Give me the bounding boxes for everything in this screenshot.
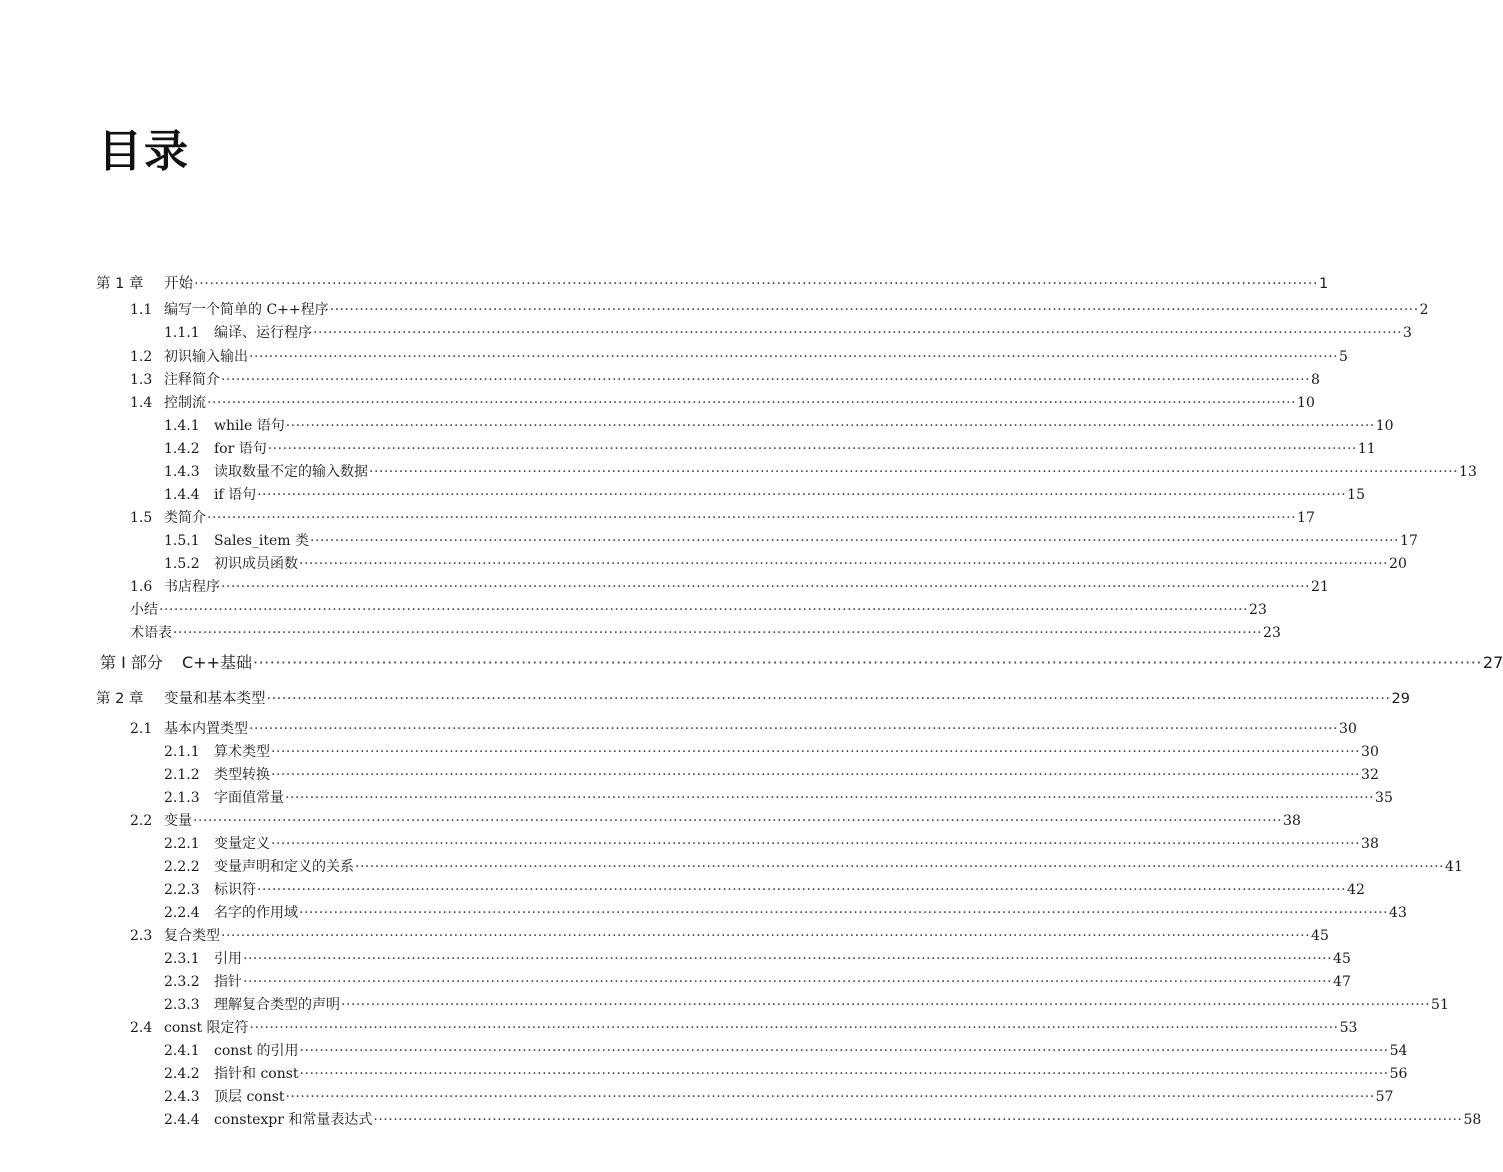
toc-entry-subsection[interactable] <box>164 1086 1394 1108</box>
toc-entry-page: 17 <box>1297 510 1315 526</box>
toc-entry-title: 类型转换 <box>214 767 270 783</box>
dot-leader: ···························································································································································································································· <box>299 556 1389 572</box>
toc-entry-title: 编写一个简单的 C++程序 <box>164 302 329 318</box>
toc-entry-section[interactable] <box>130 1017 1358 1039</box>
toc-entry-number: 1.4.2 <box>164 441 200 457</box>
toc-entry-page: 54 <box>1389 1043 1408 1059</box>
toc-entry-subsection[interactable] <box>164 438 1376 460</box>
toc-entry-page: 10 <box>1297 395 1315 411</box>
dot-leader: ···························································································································································································································· <box>299 1066 1389 1082</box>
toc-entry-title: 变量声明和定义的关系 <box>214 859 354 875</box>
toc-entry-number: 2.4 <box>130 1020 153 1036</box>
toc-entry-number: 2.1 <box>130 721 153 737</box>
toc-entry-page: 47 <box>1333 974 1351 990</box>
toc-entry-page: 23 <box>1249 602 1267 618</box>
toc-entry-page: 21 <box>1311 579 1329 595</box>
toc-entry-title: 书店程序 <box>164 579 220 595</box>
toc-entry-title: 基本内置类型 <box>164 721 248 737</box>
dot-leader: ···························································································································································································································· <box>299 905 1389 921</box>
toc-entry-number: 2.2.1 <box>164 836 200 852</box>
dot-leader: ···························································································································································································································· <box>369 464 1459 480</box>
dot-leader: ···························································································································································································································· <box>221 928 1311 944</box>
toc-entry-number: 1.4.1 <box>164 418 200 434</box>
dot-leader: ···························································································································································································································· <box>285 790 1375 806</box>
toc-entry-subsection[interactable] <box>164 879 1365 901</box>
toc-entry-title: 顶层 const <box>214 1089 285 1105</box>
dot-leader: ···························································································································································································································· <box>266 691 1391 707</box>
toc-entry-page: 35 <box>1375 790 1393 806</box>
toc-entry-subsection[interactable] <box>164 833 1379 855</box>
toc-entry-page: 32 <box>1361 767 1379 783</box>
toc-entry-number: 2.1.3 <box>164 790 200 806</box>
dot-leader: ···························································································································································································································· <box>193 813 1283 829</box>
toc-entry-page: 13 <box>1459 464 1477 480</box>
toc-entry-title: 名字的作用域 <box>214 905 298 921</box>
toc-entry-page: 38 <box>1361 836 1379 852</box>
dot-leader: ···························································································································································································································· <box>299 1043 1389 1059</box>
dot-leader: ···························································································································································································································· <box>271 836 1361 852</box>
toc-entry-subsection[interactable] <box>164 530 1418 552</box>
toc-entry-subsection[interactable] <box>164 461 1477 483</box>
toc-entry-page: 30 <box>1339 721 1357 737</box>
dot-leader: ···························································································································································································································· <box>257 882 1347 898</box>
toc-entry-number: 1.4 <box>130 395 153 411</box>
dot-leader: ···························································································································································································································· <box>243 974 1333 990</box>
toc-entry-title: 复合类型 <box>164 928 220 944</box>
toc-entry-page: 20 <box>1389 556 1407 572</box>
page-title: 目录 <box>98 126 190 177</box>
toc-entry-section[interactable] <box>130 369 1320 391</box>
toc-entry-title: constexpr 和常量表达式 <box>214 1112 373 1128</box>
toc-entry-number: 1.5.2 <box>164 556 200 572</box>
dot-leader: ···························································································································································································································· <box>221 579 1311 595</box>
dot-leader: ···························································································································································································································· <box>271 744 1361 760</box>
dot-leader: ···························································································································································································································· <box>373 1112 1463 1128</box>
toc-entry-subsection[interactable] <box>164 415 1394 437</box>
toc-entry-page: 41 <box>1445 859 1463 875</box>
toc-entry-subsection[interactable] <box>164 1040 1408 1062</box>
dot-leader: ···························································································································································································································· <box>249 349 1339 365</box>
toc-entry-title: Sales_item 类 <box>214 533 309 549</box>
toc-entry-section[interactable] <box>130 507 1315 529</box>
toc-entry-title: 开始 <box>164 276 193 292</box>
dot-leader: ···························································································································································································································· <box>310 533 1400 549</box>
toc-entry-title: const 的引用 <box>214 1043 299 1059</box>
toc-entry-page: 10 <box>1375 418 1394 434</box>
dot-leader: ···························································································································································································································· <box>173 625 1263 641</box>
toc-entry-page: 3 <box>1403 325 1412 341</box>
toc-entry-number: 2.4.3 <box>164 1089 200 1105</box>
toc-entry-title: 指针和 const <box>214 1066 299 1082</box>
dot-leader: ···························································································································································································································· <box>207 510 1297 526</box>
toc-entry-number: 1.1.1 <box>164 325 200 341</box>
toc-entry-title: 引用 <box>214 951 242 967</box>
toc-entry-section[interactable] <box>130 346 1348 368</box>
toc-entry-page: 2 <box>1419 302 1429 318</box>
toc-entry-title: 小结 <box>130 602 158 618</box>
dot-leader: ···························································································································································································································· <box>221 372 1311 388</box>
toc-entry-page: 58 <box>1463 1112 1482 1128</box>
toc-entry-subsection[interactable] <box>164 994 1449 1016</box>
toc-entry-subsection[interactable] <box>164 553 1407 575</box>
dot-leader: ···························································································································································································································· <box>257 487 1347 503</box>
toc-entry-page: 38 <box>1283 813 1301 829</box>
toc-entry-page: 30 <box>1361 744 1379 760</box>
toc-entry-number: 第 I 部分 <box>100 653 163 672</box>
toc-entry-subsection[interactable] <box>164 902 1407 924</box>
toc-entry-title: const 限定符 <box>164 1020 249 1036</box>
toc-entry-number: 2.2 <box>130 813 153 829</box>
toc-entry-title: 控制流 <box>164 395 206 411</box>
dot-leader: ···························································································································································································································· <box>313 325 1403 341</box>
toc-entry-subsection[interactable] <box>164 322 1412 344</box>
toc-entry-number: 2.4.1 <box>164 1043 200 1059</box>
toc-entry-title: 术语表 <box>130 625 172 641</box>
toc-entry-subsection[interactable] <box>164 1063 1408 1085</box>
toc-entry-part[interactable] <box>100 652 1503 674</box>
toc-entry-subsection[interactable] <box>164 1109 1482 1131</box>
toc-entry-section[interactable] <box>130 925 1329 947</box>
toc-entry-number: 2.2.2 <box>164 859 200 875</box>
dot-leader: ···························································································································································································································· <box>249 721 1339 737</box>
toc-entry-title: if 语句 <box>214 487 257 503</box>
toc-entry-title: 标识符 <box>214 882 256 898</box>
toc-entry-chapter[interactable] <box>96 273 1329 295</box>
toc-entry-title: 类简介 <box>164 510 206 526</box>
toc-entry-title: 初识成员函数 <box>214 556 298 572</box>
toc-entry-page: 23 <box>1263 625 1281 641</box>
toc-entry-subsection[interactable] <box>164 971 1351 993</box>
toc-entry-number: 1.4.4 <box>164 487 200 503</box>
toc-entry-number: 第 2 章 <box>96 691 144 707</box>
toc-entry-title: 变量 <box>164 813 192 829</box>
toc-entry-number: 1.6 <box>130 579 153 595</box>
toc-entry-page: 27 <box>1482 653 1503 672</box>
toc-entry-title: while 语句 <box>214 418 285 434</box>
toc-entry-page: 1 <box>1319 276 1329 292</box>
toc-entry-subsection[interactable] <box>164 948 1351 970</box>
dot-leader: ···························································································································································································································· <box>285 418 1375 434</box>
toc-entry-page: 5 <box>1339 349 1348 365</box>
toc-entry-title: 初识输入输出 <box>164 349 248 365</box>
toc-entry-subsection[interactable] <box>164 484 1365 506</box>
toc-entry-subsection[interactable] <box>164 856 1463 878</box>
toc-entry-number: 第 1 章 <box>96 276 144 292</box>
dot-leader: ···························································································································································································································· <box>267 441 1357 457</box>
toc-entry-number: 2.3 <box>130 928 153 944</box>
toc-entry-number: 2.1.2 <box>164 767 200 783</box>
dot-leader: ···························································································································································································································· <box>207 395 1297 411</box>
dot-leader: ···························································································································································································································· <box>159 602 1249 618</box>
toc-entry-page: 56 <box>1389 1066 1408 1082</box>
toc-entry-section[interactable] <box>130 392 1315 414</box>
toc-entry-number: 2.2.4 <box>164 905 200 921</box>
toc-entry-title: C++基础 <box>182 653 252 672</box>
toc-entry-section[interactable] <box>130 718 1357 740</box>
toc-entry-number: 2.3.3 <box>164 997 200 1013</box>
toc-entry-page: 8 <box>1311 372 1320 388</box>
dot-leader: ···························································································································································································································· <box>341 997 1431 1013</box>
toc-entry-page: 15 <box>1347 487 1365 503</box>
toc-entry-page: 43 <box>1389 905 1407 921</box>
toc-entry-number: 1.5.1 <box>164 533 200 549</box>
toc-entry-title: for 语句 <box>214 441 267 457</box>
toc-entry-number: 2.4.2 <box>164 1066 200 1082</box>
toc-entry-title: 变量和基本类型 <box>164 691 266 707</box>
toc-entry-title: 编译、运行程序 <box>214 325 312 341</box>
toc-entry-number: 1.1 <box>130 302 153 318</box>
toc-entry-section[interactable] <box>130 810 1301 832</box>
toc-entry-number: 1.3 <box>130 372 153 388</box>
toc-entry-page: 42 <box>1347 882 1365 898</box>
toc-entry-page: 57 <box>1375 1089 1394 1105</box>
toc-entry-plain[interactable] <box>130 622 1281 644</box>
toc-entry-title: 注释简介 <box>164 372 220 388</box>
toc-entry-title: 理解复合类型的声明 <box>214 997 340 1013</box>
toc-entry-number: 2.3.1 <box>164 951 200 967</box>
dot-leader: ···························································································································································································································· <box>271 767 1361 783</box>
toc-entry-page: 29 <box>1391 691 1410 707</box>
toc-entry-page: 45 <box>1311 928 1329 944</box>
toc-entry-number: 1.2 <box>130 349 153 365</box>
dot-leader: ···························································································································································································································· <box>194 276 1319 292</box>
toc-entry-chapter[interactable] <box>96 688 1410 710</box>
toc-entry-section[interactable] <box>130 299 1429 321</box>
toc-entry-subsection[interactable] <box>164 741 1379 763</box>
dot-leader: ···························································································································································································································· <box>253 653 1482 672</box>
toc-entry-title: 算术类型 <box>214 744 270 760</box>
toc-entry-section[interactable] <box>130 576 1329 598</box>
toc-entry-title: 指针 <box>214 974 242 990</box>
toc-entry-number: 1.5 <box>130 510 153 526</box>
toc-entry-title: 读取数量不定的输入数据 <box>214 464 368 480</box>
toc-entry-page: 51 <box>1431 997 1449 1013</box>
toc-entry-subsection[interactable] <box>164 787 1393 809</box>
toc-entry-page: 11 <box>1357 441 1376 457</box>
toc-entry-plain[interactable] <box>130 599 1267 621</box>
toc-entry-number: 2.2.3 <box>164 882 200 898</box>
dot-leader: ···························································································································································································································· <box>249 1020 1339 1036</box>
toc-entry-number: 2.4.4 <box>164 1112 200 1128</box>
toc-entry-page: 17 <box>1400 533 1418 549</box>
dot-leader: ···························································································································································································································· <box>329 302 1419 318</box>
toc-entry-title: 变量定义 <box>214 836 270 852</box>
toc-entry-page: 45 <box>1333 951 1351 967</box>
dot-leader: ···························································································································································································································· <box>243 951 1333 967</box>
toc-entry-title: 字面值常量 <box>214 790 284 806</box>
toc-entry-subsection[interactable] <box>164 764 1379 786</box>
toc-entry-number: 1.4.3 <box>164 464 200 480</box>
dot-leader: ···························································································································································································································· <box>285 1089 1375 1105</box>
toc-entry-page: 53 <box>1339 1020 1358 1036</box>
toc-entry-number: 2.1.1 <box>164 744 200 760</box>
dot-leader: ···························································································································································································································· <box>355 859 1445 875</box>
toc-entry-number: 2.3.2 <box>164 974 200 990</box>
